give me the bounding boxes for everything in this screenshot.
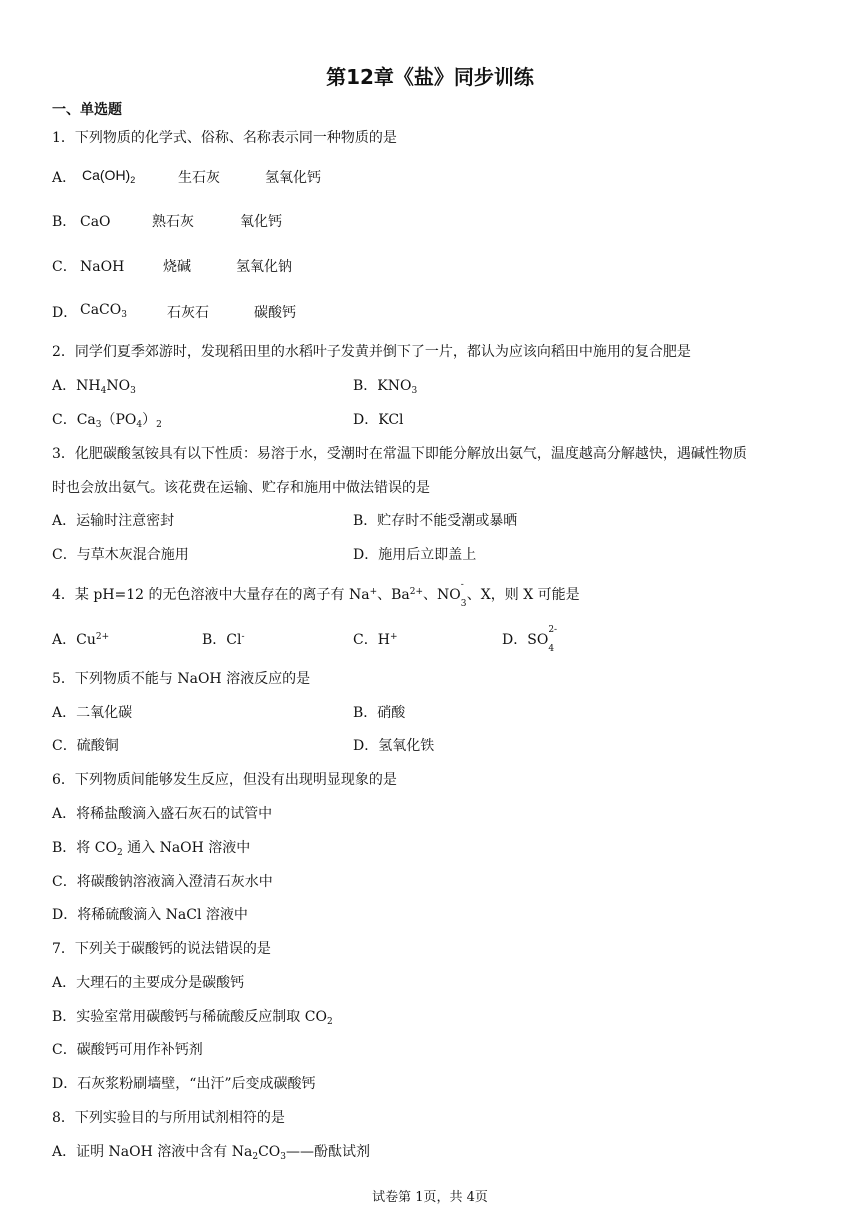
- q5-option-a[interactable]: A．二氧化碳: [52, 705, 133, 721]
- q1-a-common: 生石灰: [178, 170, 220, 186]
- q1-b-common: 熟石灰: [152, 214, 194, 230]
- q1-d-common: 石灰石: [167, 305, 209, 321]
- question-5-stem: 5．下列物质不能与 NaOH 溶液反应的是: [52, 671, 311, 687]
- question-6-stem: 6．下列物质间能够发生反应，但没有出现明显现象的是: [52, 772, 397, 788]
- question-8-stem: 8．下列实验目的与所用试剂相符的是: [52, 1110, 285, 1126]
- q1-c-formula: NaOH: [80, 259, 125, 275]
- q8-option-a[interactable]: A．证明 NaOH 溶液中含有 $Na_2CO_3——$酚酞试剂: [52, 1144, 371, 1162]
- q6-option-b[interactable]: B．将 $CO_2$ 通入 NaOH 溶液中: [52, 840, 251, 858]
- q5-option-b[interactable]: B．硝酸: [353, 705, 406, 721]
- q4-option-b[interactable]: B．Cl-: [202, 632, 245, 648]
- q1-d-name: 碳酸钙: [254, 305, 296, 321]
- q1-a-formula: $Ca(OH)_2$: [82, 167, 136, 185]
- q2-option-d[interactable]: D．KCl: [353, 412, 404, 428]
- q3-option-a[interactable]: A．运输时注意密封: [52, 513, 175, 529]
- question-1-stem: 1．下列物质的化学式、俗称、名称表示同一种物质的是: [52, 130, 397, 146]
- q2-option-a[interactable]: A．$NH_4NO_3$: [52, 378, 136, 396]
- question-2-stem: 2．同学们夏季郊游时，发现稻田里的水稻叶子发黄并倒下了一片，都认为应该向稻田中施用的复合肥是: [52, 344, 691, 360]
- q1-d-formula: CaCO$_3$: [80, 302, 127, 320]
- q6-option-a[interactable]: A．将稀盐酸滴入盛石灰石的试管中: [52, 806, 273, 822]
- q7-option-c[interactable]: C．碳酸钙可用作补钙剂: [52, 1042, 203, 1058]
- q7-option-d[interactable]: D．石灰浆粉刷墙壁，“出汗”后变成碳酸钙: [52, 1076, 316, 1092]
- question-3-stem-line1: 3．化肥碳酸氢铵具有以下性质：易溶于水，受潮时在常温下即能分解放出氨气，温度越高分解越快，遇碱性物质: [52, 446, 747, 462]
- page-title: 第12章《盐》同步训练: [326, 65, 534, 89]
- q1-b-formula: CaO: [80, 214, 111, 230]
- q3-option-d[interactable]: D．施用后立即盖上: [353, 547, 477, 563]
- q1-option-c[interactable]: C．: [52, 259, 77, 275]
- q4-option-c[interactable]: C．H+: [353, 632, 398, 648]
- section-heading: 一、单选题: [52, 102, 122, 118]
- q1-option-a[interactable]: [52, 169, 76, 187]
- q6-option-c[interactable]: C．将碳酸钠溶液滴入澄清石灰水中: [52, 874, 273, 890]
- question-4-stem: 4．某 pH=12 的无色溶液中大量存在的离子有 Na+、$Ba^{2+}$、NO - 3 、X，则 X 可能是: [52, 580, 580, 609]
- q4-option-d[interactable]: D．SO 2- 4: [502, 625, 558, 654]
- q4-option-a[interactable]: A．$Cu^{2+}$: [52, 632, 110, 648]
- q1-b-name: 氧化钙: [240, 214, 282, 230]
- q5-option-c[interactable]: C．硫酸铜: [52, 738, 119, 754]
- q7-option-a[interactable]: A．大理石的主要成分是碳酸钙: [52, 975, 245, 991]
- q2-option-c[interactable]: C．$Ca_3(PO_4)_2$: [52, 412, 162, 430]
- q1-a-name: 氢氧化钙: [265, 170, 321, 186]
- q6-option-d[interactable]: D．将稀硫酸滴入 NaCl 溶液中: [52, 907, 248, 923]
- page-footer: 试卷第 1页，共 4页: [372, 1190, 488, 1205]
- q7-option-b[interactable]: B．实验室常用碳酸钙与稀硫酸反应制取 $CO_2$: [52, 1009, 333, 1027]
- q5-option-d[interactable]: D．氢氧化铁: [353, 738, 435, 754]
- q1-option-d[interactable]: D．: [52, 305, 78, 321]
- q3-option-b[interactable]: B．贮存时不能受潮或暴晒: [353, 513, 518, 529]
- q1-c-common: 烧碱: [163, 259, 191, 275]
- q3-option-c[interactable]: C．与草木灰混合施用: [52, 547, 189, 563]
- question-3-stem-line2: 时也会放出氨气。该花费在运输、贮存和施用中做法错误的是: [52, 480, 430, 496]
- q1-c-name: 氢氧化钠: [236, 259, 292, 275]
- q1-option-b[interactable]: B．: [52, 214, 77, 230]
- question-7-stem: 7．下列关于碳酸钙的说法错误的是: [52, 941, 271, 957]
- q2-option-b[interactable]: B．$KNO_3$: [353, 378, 418, 396]
- option-letter: A．: [52, 170, 77, 186]
